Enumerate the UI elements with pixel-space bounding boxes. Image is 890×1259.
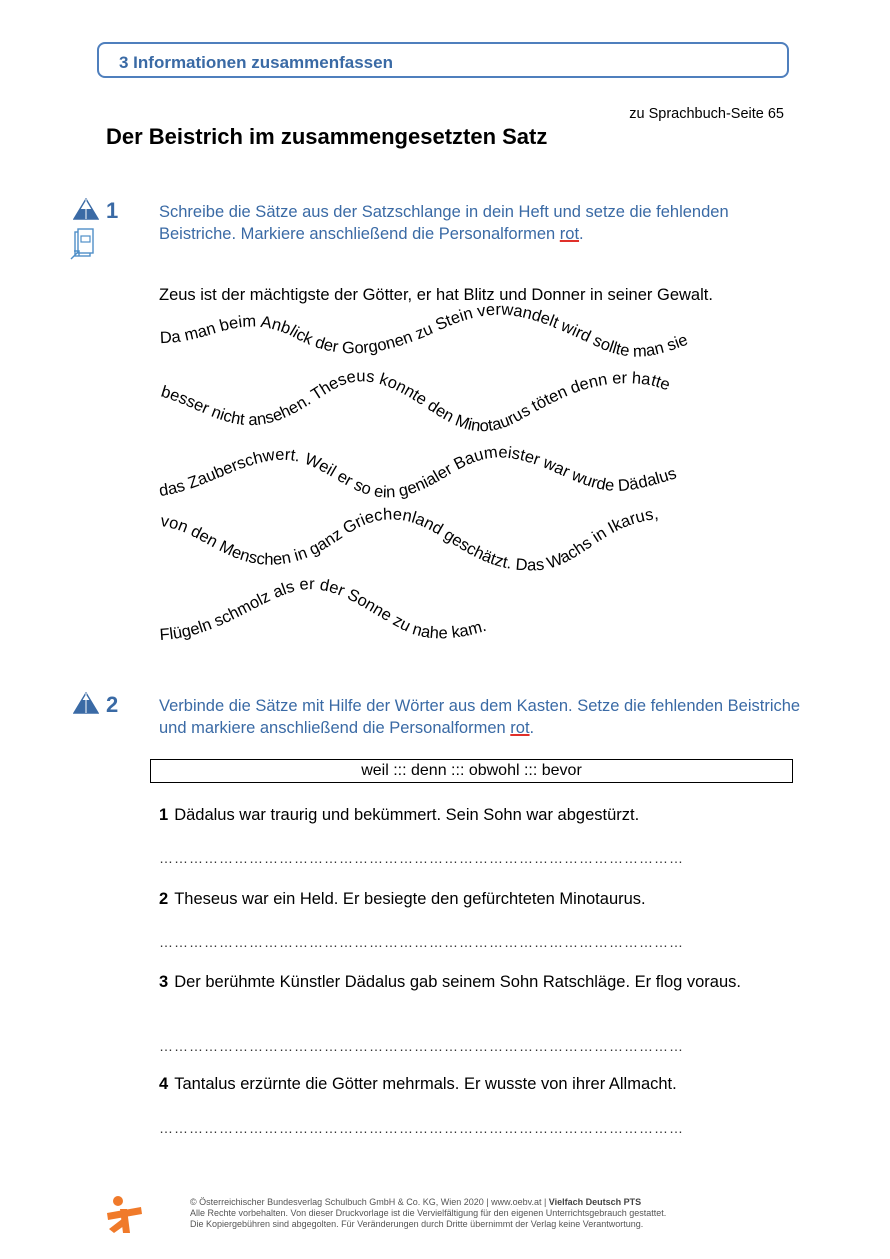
instruction-end: . xyxy=(579,225,584,243)
snake-line: Da man beim Anblick der Gorgonen zu Stein verwandelt wird sollte man sie xyxy=(159,300,691,361)
instruction-end: . xyxy=(529,719,535,737)
task-number: 2 xyxy=(106,692,119,717)
example-sentence: Zeus ist der mächtigste der Götter, er hat Blitz und Donner in seiner Gewalt. xyxy=(159,286,713,304)
exercise-number: 2 xyxy=(159,890,169,908)
snake-line: das Zauberschwert. Weil er so ein genialer Baumeister war wurde Dädalus xyxy=(157,443,679,502)
exercise-number: 1 xyxy=(159,806,169,824)
snake-line: von den Menschen in ganz Griechenland geschätzt. Das Wachs in Ikarus, xyxy=(159,505,660,575)
chapter-title: 3 Informationen zusammenfassen xyxy=(119,53,393,72)
footer-line xyxy=(190,1197,666,1208)
answer-line[interactable]: …………………………………………………………………………………………… xyxy=(159,851,684,865)
snake-line: besser nicht ansehen. Theseus konnte den Minotaurus töten denn er hatte xyxy=(158,367,673,436)
exercise-item xyxy=(159,972,769,993)
answer-line[interactable]: …………………………………………………………………………………………… xyxy=(159,1121,684,1135)
exercise-text: Der berühmte Künstler Dädalus gab seinem Sohn Ratschläge. Er flog voraus. xyxy=(174,973,741,991)
task-number: 1 xyxy=(106,198,119,223)
footer-product: Vielfach Deutsch PTS xyxy=(548,1197,642,1207)
publisher-logo-icon xyxy=(104,1195,144,1235)
footer-text: © Österreichischer Bundesverlag Schulbuch GmbH & Co. KG, Wien 2020 | www.oebv.at | xyxy=(190,1197,549,1207)
footer-line: Alle Rechte vorbehalten. Von dieser Druckvorlage ist die Vervielfältigung für den eigenen Unterrichtsgebrauch gestattet. xyxy=(190,1208,667,1218)
exercise-number: 3 xyxy=(159,973,169,991)
instruction-text: Schreibe die Sätze aus der Satzschlange in dein Heft und setze die fehlenden Beistriche. Markiere anschließend die Personalformen xyxy=(159,203,729,243)
answer-line[interactable]: …………………………………………………………………………………………… xyxy=(159,935,684,949)
instruction-red-word: rot xyxy=(559,225,580,243)
instruction-red-word: rot xyxy=(510,719,530,737)
snake-line: Flügeln schmolz als er der Sonne zu nahe kam. xyxy=(159,575,489,645)
footer-line: Die Kopiergebühren sind abgegolten. Für Veränderungen durch Dritte übernimmt der Verlag keine Verantwortung. xyxy=(190,1219,644,1229)
exercise-item xyxy=(159,1074,769,1095)
exercise-text: Tantalus erzürnte die Götter mehrmals. Er wusste von ihrer Allmacht. xyxy=(174,1075,677,1093)
difficulty-pyramid-icon xyxy=(73,692,99,714)
exercise-item xyxy=(159,889,769,910)
exercise-number: 4 xyxy=(159,1075,169,1093)
task-instruction xyxy=(159,695,809,739)
page-title: Der Beistrich im zusammengesetzten Satz xyxy=(106,124,548,149)
exercise-text: Dädalus war traurig und bekümmert. Sein Sohn war abgestürzt. xyxy=(174,806,640,824)
page-reference: zu Sprachbuch-Seite 65 xyxy=(629,106,784,122)
answer-line[interactable]: …………………………………………………………………………………………… xyxy=(159,1039,684,1053)
copyright-footer xyxy=(190,1197,666,1230)
exercise-item xyxy=(159,805,769,826)
word-box: weil ::: denn ::: obwohl ::: bevor xyxy=(150,759,793,783)
instruction-text: Verbinde die Sätze mit Hilfe der Wörter aus dem Kasten. Setze die fehlenden Beistriche und markiere anschließend die Personalformen xyxy=(159,697,801,737)
exercise-text: Theseus war ein Held. Er besiegte den gefürchteten Minotaurus. xyxy=(174,890,646,908)
